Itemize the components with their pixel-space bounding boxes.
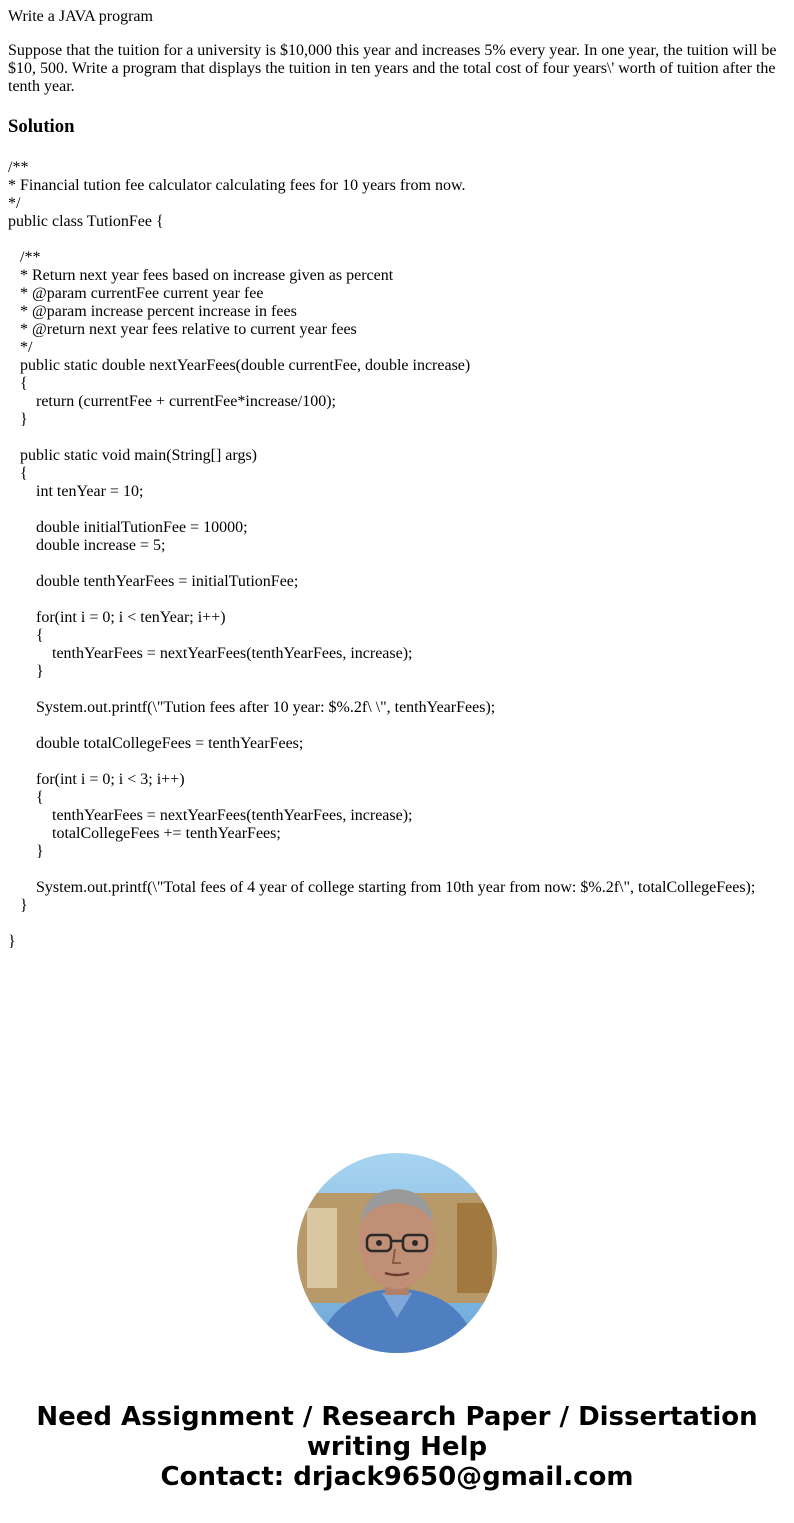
code-line: /** bbox=[8, 249, 41, 266]
code-line: tenthYearFees = nextYearFees(tenthYearFees, increase); bbox=[8, 645, 413, 662]
solution-title: Solution bbox=[8, 116, 75, 137]
code-line bbox=[8, 429, 786, 447]
code-line: */ bbox=[8, 339, 33, 356]
code-line: int tenYear = 10; bbox=[8, 483, 144, 500]
code-line bbox=[8, 681, 786, 699]
promo-line-2: writing Help bbox=[306, 1432, 488, 1462]
document-body bbox=[8, 8, 786, 951]
code-line: } bbox=[8, 663, 44, 680]
question-body: Suppose that the tuition for a university is $10,000 this year and increases 5% every year. In one year, the tuition will be $10, 500. Write a program that displays the tuition in ten years and the total cost of four years\' worth of tuition after the tenth year. bbox=[8, 42, 777, 95]
promo-banner bbox=[0, 1402, 794, 1492]
code-line: } bbox=[8, 897, 28, 914]
code-line: public static double nextYearFees(double currentFee, double increase) bbox=[8, 357, 471, 374]
code-line: System.out.printf(\"Total fees of 4 year of college starting from 10th year from now: $%.2f\", totalCollegeFees); bbox=[8, 879, 756, 896]
code-line: return (currentFee + currentFee*increase/100); bbox=[8, 393, 336, 410]
author-portrait-image bbox=[297, 1153, 497, 1353]
code-line bbox=[8, 861, 786, 879]
code-line: * @param increase percent increase in fees bbox=[8, 303, 297, 320]
code-line: double tenthYearFees = initialTutionFee; bbox=[8, 573, 299, 590]
code-line bbox=[8, 501, 786, 519]
code-line: public class TutionFee { bbox=[8, 213, 164, 230]
author-avatar bbox=[297, 1153, 497, 1353]
solution-code bbox=[8, 159, 786, 951]
code-line: } bbox=[8, 843, 44, 860]
code-line: System.out.printf(\"Tution fees after 10 year: $%.2f\ \", tenthYearFees); bbox=[8, 699, 496, 716]
code-line bbox=[8, 915, 786, 933]
code-line: double increase = 5; bbox=[8, 537, 166, 554]
code-line: * Financial tution fee calculator calculating fees for 10 years from now. bbox=[8, 177, 466, 194]
code-line: } bbox=[8, 933, 16, 950]
code-line: * @param currentFee current year fee bbox=[8, 285, 264, 302]
code-line bbox=[8, 717, 786, 735]
code-line: { bbox=[8, 375, 28, 392]
code-line: { bbox=[8, 465, 28, 482]
code-line: } bbox=[8, 411, 28, 428]
code-line: double initialTutionFee = 10000; bbox=[8, 519, 248, 536]
code-line bbox=[8, 231, 786, 249]
code-line: tenthYearFees = nextYearFees(tenthYearFees, increase); bbox=[8, 807, 413, 824]
code-line: * Return next year fees based on increase given as percent bbox=[8, 267, 394, 284]
question-heading: Write a JAVA program bbox=[8, 8, 153, 25]
code-line: double totalCollegeFees = tenthYearFees; bbox=[8, 735, 304, 752]
promo-contact: Contact: drjack9650@gmail.com bbox=[160, 1462, 634, 1492]
code-line: for(int i = 0; i < 3; i++) bbox=[8, 771, 185, 788]
code-line: public static void main(String[] args) bbox=[8, 447, 257, 464]
code-line: { bbox=[8, 627, 44, 644]
code-line: * @return next year fees relative to current year fees bbox=[8, 321, 357, 338]
promo-line-1: Need Assignment / Research Paper / Dissertation bbox=[36, 1402, 758, 1432]
code-line bbox=[8, 753, 786, 771]
code-line: /** bbox=[8, 159, 29, 176]
code-line: totalCollegeFees += tenthYearFees; bbox=[8, 825, 281, 842]
code-line: { bbox=[8, 789, 44, 806]
code-line bbox=[8, 591, 786, 609]
code-line: */ bbox=[8, 195, 21, 212]
code-line: for(int i = 0; i < tenYear; i++) bbox=[8, 609, 226, 626]
code-line bbox=[8, 555, 786, 573]
